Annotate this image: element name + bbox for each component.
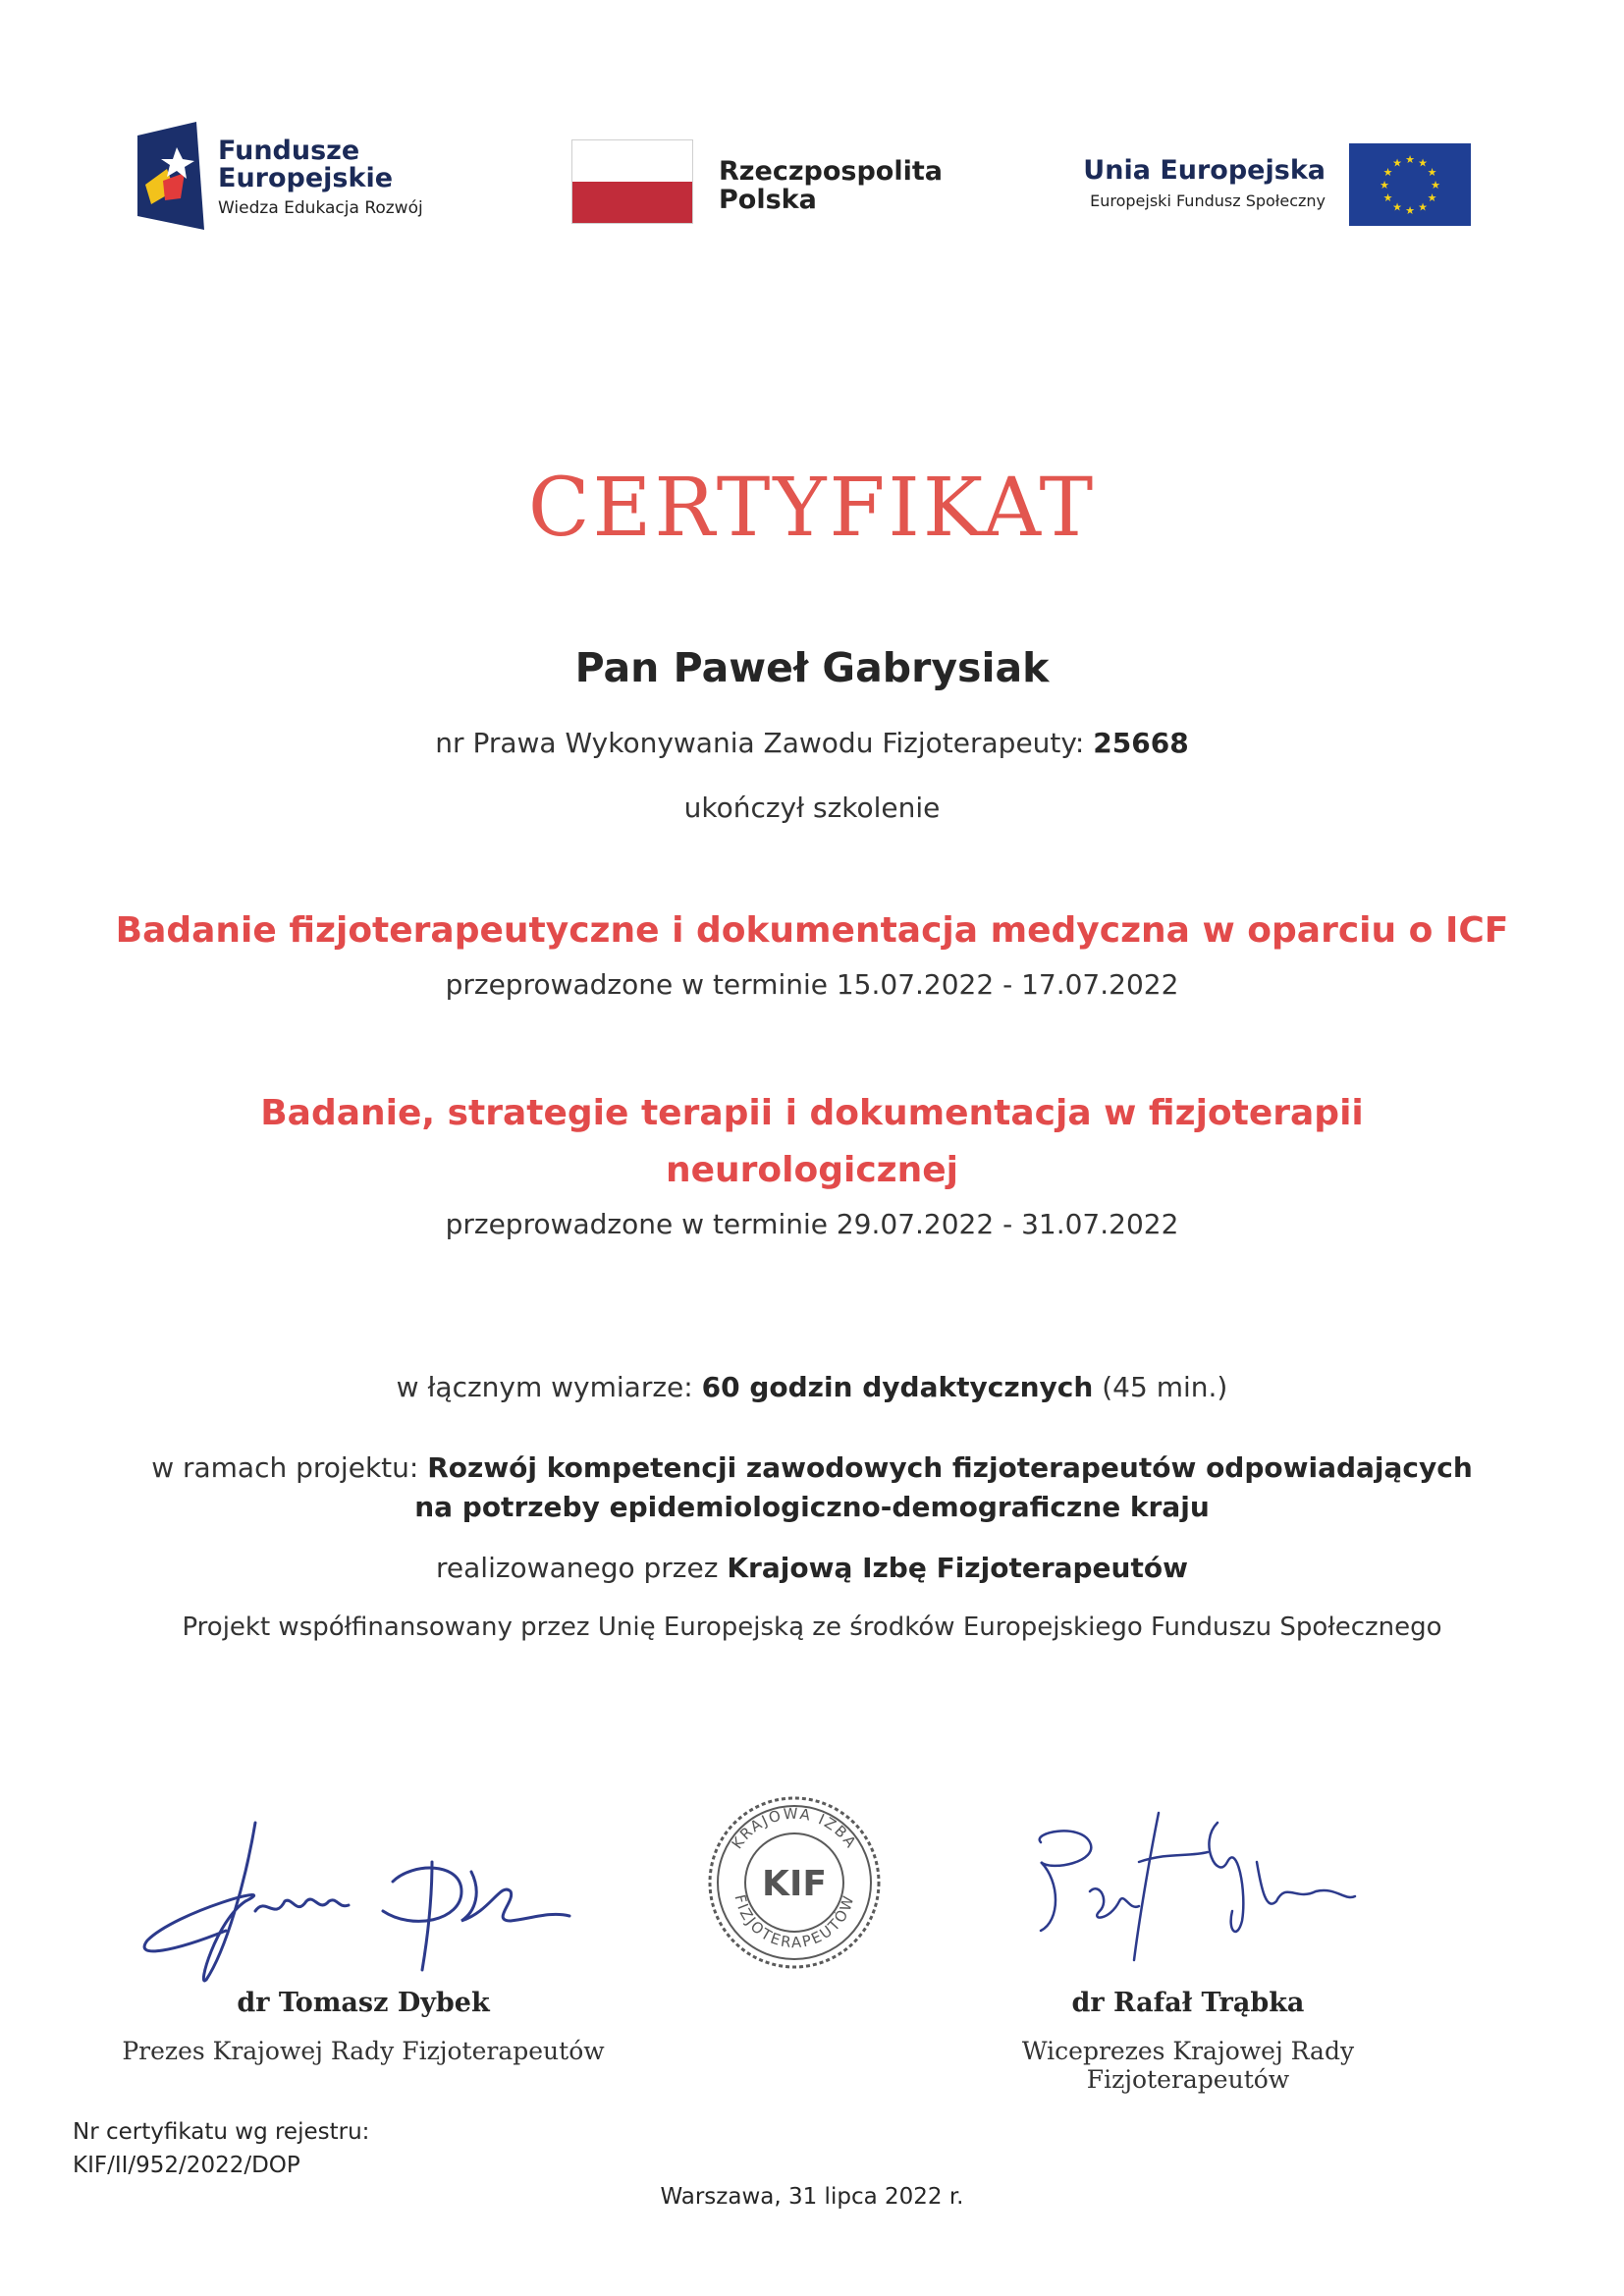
project-name-line2: na potrzeby epidemiologiczno-demograficzne kraju [414,1491,1210,1523]
stamp-ring-top: KRAJOWA IZBA [728,1804,861,1853]
signature-right-name: dr Rafał Trąbka [1071,1988,1305,2018]
signature-left-image [137,1803,589,1995]
hours-prefix: w łącznym wymiarze: [396,1371,693,1403]
signature-left-role: Prezes Krajowej Rady Fizjoterapeutów [122,2037,605,2065]
fundusze-sub: Wiedza Edukacja Rozwój [218,198,423,218]
eu-star-icon: ★ [1382,167,1393,179]
hours-bold: 60 godzin dydaktycznych [701,1371,1094,1403]
poland-flag-icon [571,139,693,224]
rp-line1: Rzeczpospolita [719,156,943,187]
project-name-line1: Rozwój kompetencji zawodowych fizjoterapeutów odpowiadających [427,1451,1473,1484]
eu-star-icon: ★ [1427,167,1437,179]
fundusze-line1: Fundusze [218,136,360,166]
realized-by: Krajową Izbę Fizjoterapeutów [727,1552,1188,1584]
course-2-title-line2: neurologicznej [665,1150,959,1190]
place-date: Warszawa, 31 lipca 2022 r. [660,2184,964,2210]
course-1-term: przeprowadzone w terminie 15.07.2022 - 17.07.2022 [445,968,1179,1001]
fundusze-europejskie-text [218,137,423,218]
ue-sub: Europejski Fundusz Społeczny [1090,191,1326,210]
registry-number: KIF/II/952/2022/DOP [73,2153,300,2178]
eu-star-icon: ★ [1405,154,1415,166]
license-line [0,727,1624,759]
svg-text:KRAJOWA IZBA [728,1805,860,1852]
eu-star-icon: ★ [1392,201,1402,214]
stamp-icon [705,1793,884,1972]
eu-star-icon: ★ [1382,192,1393,204]
eu-star-icon: ★ [1418,201,1428,214]
signature-right-role: Wiceprezes Krajowej Rady Fizjoterapeutów [1021,2037,1355,2094]
registry-label: Nr certyfikatu wg rejestru: [73,2119,370,2145]
license-prefix: nr Prawa Wykonywania Zawodu Fizjoterapeuty: [435,727,1085,759]
cofinanced-text: Projekt współfinansowany przez Unię Europejską ze środków Europejskiego Funduszu Społecznego [182,1613,1442,1642]
course-1-title: Badanie fizjoterapeutyczne i dokumentacja medyczna w oparciu o ICF [115,910,1509,951]
eu-star-icon: ★ [1380,180,1389,191]
completed-text: ukończył szkolenie [683,792,941,824]
fundusze-line2: Europejskie [218,163,394,193]
license-number: 25668 [1093,727,1189,759]
stamp-center: KIF [762,1864,827,1904]
hours-line [0,1371,1624,1403]
kif-stamp [705,1793,884,1977]
eu-star-icon: ★ [1392,157,1402,170]
signature-left-name: dr Tomasz Dybek [237,1988,490,2018]
course-2-term: przeprowadzone w terminie 29.07.2022 - 31.07.2022 [445,1208,1179,1240]
course-2-title-line1: Badanie, strategie terapii i dokumentacja w fizjoterapii [260,1093,1364,1133]
eu-stars-icon [1349,143,1471,226]
eu-star-icon: ★ [1431,180,1440,191]
realized-prefix: realizowanego przez [436,1552,719,1584]
fundusze-europejskie-logo [137,122,204,235]
eu-flag-icon [1349,143,1471,226]
eu-star-icon: ★ [1427,192,1437,204]
signature-right-image [1021,1803,1375,1975]
rp-line2: Polska [719,185,817,215]
project-line1 [0,1451,1624,1484]
eu-star-icon: ★ [1418,157,1428,170]
eu-star-icon: ★ [1405,205,1415,217]
registry-block [73,2115,369,2182]
project-prefix: w ramach projektu: [151,1451,419,1484]
fundusze-europejskie-icon [137,122,204,230]
unia-europejska-text [1031,155,1326,210]
rzeczpospolita-text [719,157,943,214]
hours-suffix: (45 min.) [1102,1371,1228,1403]
certificate-title: CERTYFIKAT [527,462,1097,555]
realized-line [0,1552,1624,1584]
ue-name: Unia Europejska [1083,155,1326,186]
recipient-name: Pan Paweł Gabrysiak [574,644,1050,691]
stamp-ring-bottom: FIZJOTERAPEUTÓW [731,1891,858,1952]
